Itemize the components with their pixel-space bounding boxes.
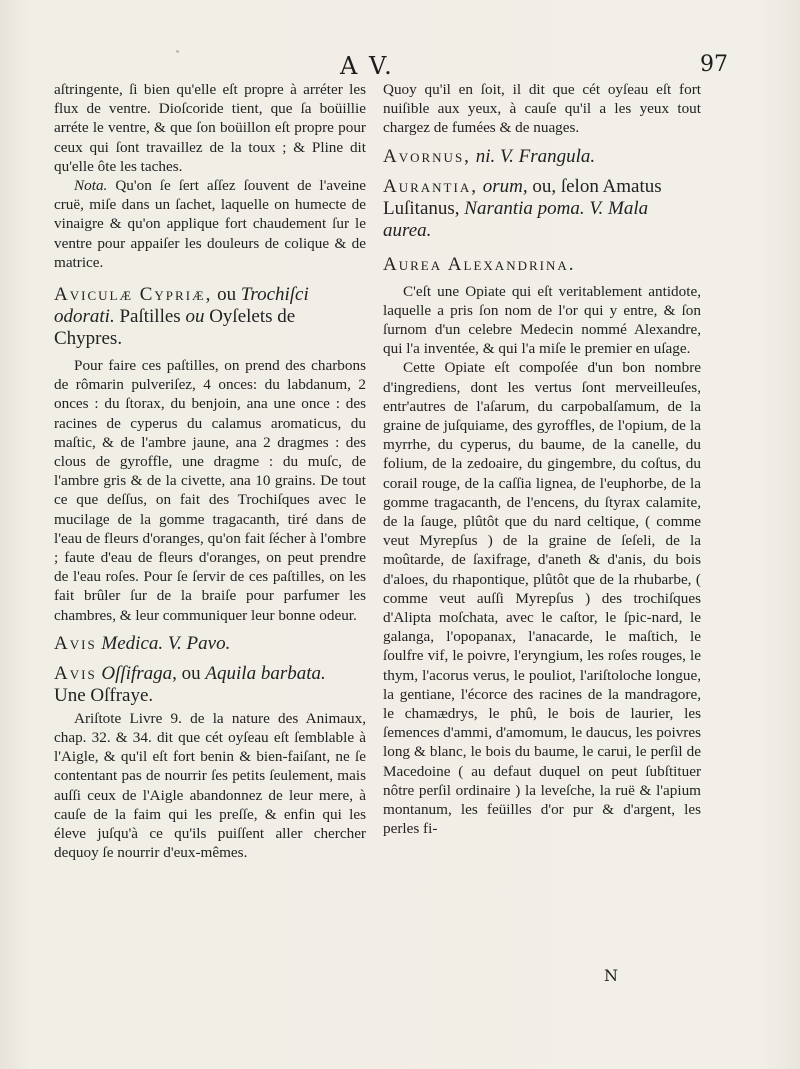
paragraph: C'eſt une Opiate qui eſt veritablement antidote, laquelle a pris ſon nom de l'or qui y entre, & ſon ſurnom d'un celebre Medecin nommé Alexandre, qui l'a inventée, & qui l'a miſe le premier en uſage. (383, 282, 701, 358)
heading-term: Avornus, (383, 145, 471, 167)
entry-heading-avornus (383, 146, 701, 168)
heading-text: Une Oſfraye. (54, 684, 154, 706)
heading-text: ou (185, 306, 205, 328)
right-column (383, 80, 701, 839)
heading-text: Paſtilles (114, 306, 186, 328)
heading-latin: orum, (477, 175, 528, 197)
heading-term: Aurea Alexandrina. (383, 253, 576, 275)
paragraph: Ariſtote Livre 9. de la nature des Animaux, chap. 32. & 34. dit que cét oyſeau eſt ſemblable à l'Aigle, & qu'il eſt fort benin & bien-faiſant, ne ſe contentant pas de nourrir ſes petits ſeulement, mais auſſi ceux de l'Aigle abandonnez de leur mere, à cauſe de la faim qui les preſſe, & enfin qui les éleve juſqu'à ce qu'ils puiſſent aller chercher dequoy ſe nourrir d'eux-mêmes. (54, 709, 366, 862)
heading-term: Avis (54, 632, 97, 654)
paragraph: Pour faire ces paſtilles, on prend des charbons de rômarin pulveriſez, 4 onces: du labdanum, 2 onces : du ſtorax, du benjoin, ana une once : des racines de cyperus du calamus aromaticus, du maſtic, & de l'ambre jaune, ana 2 dragmes : des clous de gyroffle, une dragme : du muſc, de l'ambre gris & de la civette, ana 10 grains. De tout ce que deſſus, on fait des Trochiſques avec le mucilage de la gomme tragacanth, tiré dans de l'eau de fleurs d'oranges, qu'on fait ſécher à l'ombre ; faute d'eau de fleurs d'oranges, on peut prendre de l'eau roſes. Pour ſe ſervir de ces paſtilles, on les fait brûler ſur de la braiſe pour parfumer les chambres, & leur communiquer leur bonne odeur. (54, 357, 366, 624)
paragraph: aſtringente, ſi bien qu'elle eſt propre à arréter les flux de ventre. Dioſcoride tient, que ſa boüillie arréte le ventre, & que ſon boüillon eſt propre pour ceux qui ſont travaillez de la toux ; & Pline dit qu'elle ôte les taches. (54, 81, 366, 175)
heading-term: Avis (54, 662, 97, 684)
heading-text: Oyſelets de Chypres. (54, 306, 296, 350)
paragraph: Cette Opiate eſt compoſée d'un bon nombre d'ingrediens, dont les vertus ſont merveilleuſes, entr'autres de l'aſarum, du carpobalſamum, de la graine de juſquiame, des gyroffles, de l'opium, de la myrrhe, du cyperus, du baume, de la canelle, du folium, de la zedoaire, du gingembre, du coſtus, du corail rouge, de la caſſia lignea, de l'euphorbe, de la gomme tragacanth, de l'encens, du ſtyrax calamite, de la ſauge, plûtôt que du nard celtique, ( comme veut Myrepſus ) de la graine de ſeſeli, de la moûtarde, de ſaxifrage, d'aneth & d'anis, du bois d'aloes, du rhapontique, plûtôt que de la rhubarbe, ( comme veut auſſi Myrepſus ) des trochiſques d'Alipta moſchata, avec le caſtor, le ſpic-nard, le galanga, l'opopanax, l'anacarde, le maſtich, le ſoulfre vif, le poivre, l'eryngium, les roſes rouges, le thym, l'acorus verus, le pouliot, l'ariſtoloche longue, la gentiane, l'écorce des racines de la mandragore, le chamædrys, le phû, le bois de laurier, les ſemences d'ammi, d'amomum, le daucus, les poivres long & blanc, le bois du baume, le carui, le perſil de Macedoine ( au defaut duquel on peut ſubſtituer nôtre perſil ordinaire ) la leveſche, la ruë & l'apium montanum, les feüilles d'or pur & d'argent, les perles fi- (383, 359, 702, 838)
entry-heading-avis-medica (54, 633, 366, 655)
nota-label: Nota. (74, 177, 108, 195)
catchword: N (604, 966, 618, 985)
entry-heading-avis-ossifraga (54, 663, 366, 707)
heading-term: Aurantia, (383, 175, 478, 197)
heading-latin: Medica. V. Pavo. (101, 632, 231, 654)
heading-latin: Narantia poma. V. Mala aurea. (383, 197, 649, 241)
heading-term: Aviculæ Cypriæ, (54, 284, 213, 306)
heading-latin: Oſſifraga, (101, 662, 177, 684)
entry-heading-aurantia (383, 176, 701, 242)
nota-paragraph (54, 176, 366, 272)
entry-heading-aviculae (54, 284, 366, 350)
entry-heading-aurea-alexandrina (383, 254, 701, 276)
heading-text: ou, ſelon Amatus Luſitanus, (383, 175, 662, 219)
paragraph: Quoy qu'il en ſoit, il dit que cét oyſeau eſt fort nuiſible aux yeux, à cauſe qu'il a les yeux tout chargez de fumées & de nuages. (383, 81, 701, 137)
heading-latin: ni. V. Frangula. (470, 145, 596, 167)
heading-text: ou (176, 662, 206, 684)
page-number: 97 (700, 52, 728, 77)
nota-text: Qu'on ſe ſert aſſez ſouvent de l'aveine cruë, miſe dans un ſachet, laquelle on humecte de vinaigre & qu'on applique fort chaudement ſur le ventre pour appaiſer les douleurs de colique & de matrice. (54, 177, 366, 271)
heading-latin: Trochiſci odorati. (54, 284, 309, 328)
left-column (54, 80, 366, 863)
heading-latin: Aquila barbata. (205, 662, 326, 684)
paper-spot (176, 50, 179, 53)
heading-text: ou (212, 284, 241, 306)
running-head: A V. (340, 52, 394, 80)
